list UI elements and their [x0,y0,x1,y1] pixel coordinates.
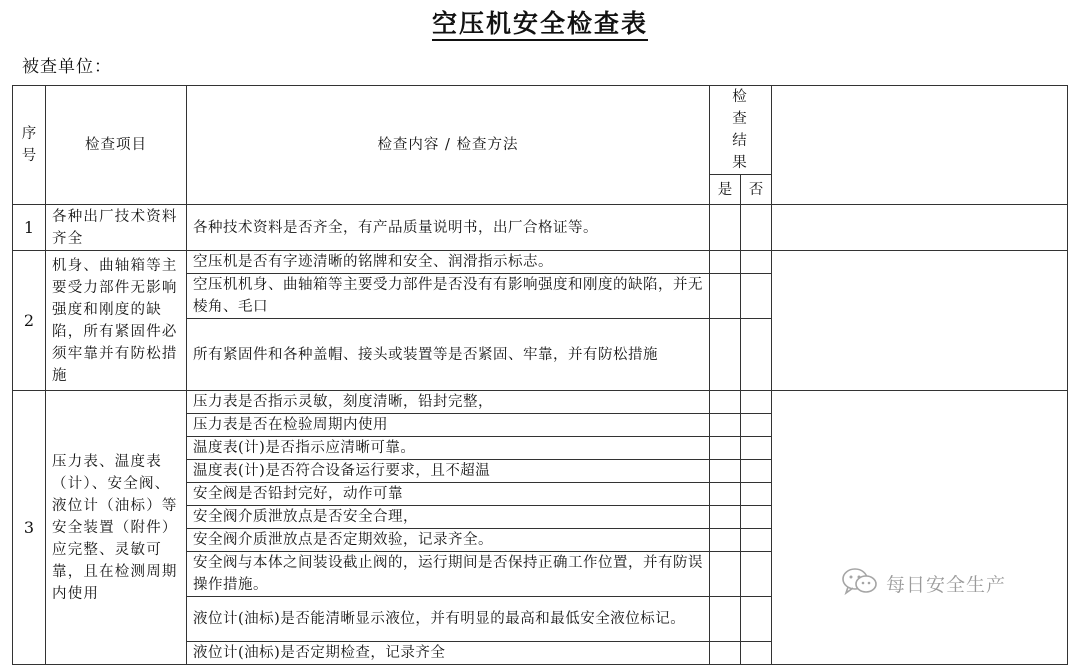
header-blank [772,86,1068,205]
row-number: 2 [13,251,46,391]
result-yes-cell[interactable] [710,597,741,642]
header-result-text: 检查结果 [732,89,749,171]
result-no-cell[interactable] [741,552,772,597]
check-content: 空压机机身、曲轴箱等主要受力部件是否没有有影响强度和刚度的缺陷，并无棱角、毛口 [187,274,710,319]
check-item: 压力表、温度表（计）、安全阀、液位计（油标）等安全装置（附件）应完整、灵敏可靠，且在检测周期内使用 [46,391,187,665]
check-content: 安全阀介质泄放点是否安全合理， [187,506,710,529]
header-seq-text: 序号 [21,126,37,164]
result-yes-cell[interactable] [710,319,741,391]
result-no-cell[interactable] [741,506,772,529]
result-no-cell[interactable] [741,205,772,251]
result-no-cell[interactable] [741,437,772,460]
check-content: 压力表是否在检验周期内使用 [187,414,710,437]
header-no: 否 [741,175,772,205]
wechat-icon [840,566,880,601]
result-no-cell[interactable] [741,642,772,665]
watermark [840,566,1006,601]
check-item: 各种出厂技术资料齐全 [46,205,187,251]
check-content: 各种技术资料是否齐全，有产品质量说明书，出厂合格证等。 [187,205,710,251]
watermark-text: 每日安全生产 [886,574,1007,596]
result-yes-cell[interactable] [710,251,741,274]
remark-cell [772,391,1068,665]
remark-cell [772,205,1068,251]
result-no-cell[interactable] [741,414,772,437]
result-yes-cell[interactable] [710,460,741,483]
result-no-cell[interactable] [741,529,772,552]
result-no-cell[interactable] [741,460,772,483]
header-content: 检查内容 / 检查方法 [187,86,710,205]
result-yes-cell[interactable] [710,483,741,506]
result-yes-cell[interactable] [710,506,741,529]
result-yes-cell[interactable] [710,552,741,597]
result-yes-cell[interactable] [710,414,741,437]
check-content: 安全阀是否铅封完好，动作可靠 [187,483,710,506]
row-number: 3 [13,391,46,665]
document-title-wrap [0,4,1080,40]
header-yes: 是 [710,175,741,205]
row-number: 1 [13,205,46,251]
result-yes-cell[interactable] [710,274,741,319]
check-content: 液位计(油标)是否定期检查，记录齐全 [187,642,710,665]
result-yes-cell[interactable] [710,437,741,460]
header-seq [13,86,46,205]
result-no-cell[interactable] [741,274,772,319]
check-content: 安全阀介质泄放点是否定期效验，记录齐全。 [187,529,710,552]
check-item: 机身、曲轴箱等主要受力部件无影响强度和刚度的缺陷，所有紧固件必须牢靠并有防松措施 [46,251,187,391]
table-header-row [13,86,1068,175]
result-yes-cell[interactable] [710,205,741,251]
check-content: 所有紧固件和各种盖帽、接头或装置等是否紧固、牢靠，并有防松措施 [187,319,710,391]
result-yes-cell[interactable] [710,529,741,552]
check-content: 空压机是否有字迹清晰的铭牌和安全、润滑指示标志。 [187,251,710,274]
result-yes-cell[interactable] [710,391,741,414]
table-row [13,205,1068,251]
remark-cell [772,251,1068,391]
document-title: 空压机安全检查表 [432,9,648,41]
result-no-cell[interactable] [741,251,772,274]
table-row [13,391,1068,414]
check-content: 压力表是否指示灵敏，刻度清晰，铅封完整， [187,391,710,414]
check-content: 温度表(计)是否指示应清晰可靠。 [187,437,710,460]
result-yes-cell[interactable] [710,642,741,665]
result-no-cell[interactable] [741,319,772,391]
result-no-cell[interactable] [741,597,772,642]
inspected-unit-label: 被查单位： [22,57,112,77]
check-content: 温度表(计)是否符合设备运行要求，且不超温 [187,460,710,483]
table-row [13,251,1068,274]
result-no-cell[interactable] [741,391,772,414]
header-item: 检查项目 [46,86,187,205]
result-no-cell[interactable] [741,483,772,506]
check-content: 液位计(油标)是否能清晰显示液位，并有明显的最高和最低安全液位标记。 [187,597,710,642]
check-content: 安全阀与本体之间装设截止阀的，运行期间是否保持正确工作位置，并有防误操作措施。 [187,552,710,597]
header-result [710,86,772,175]
